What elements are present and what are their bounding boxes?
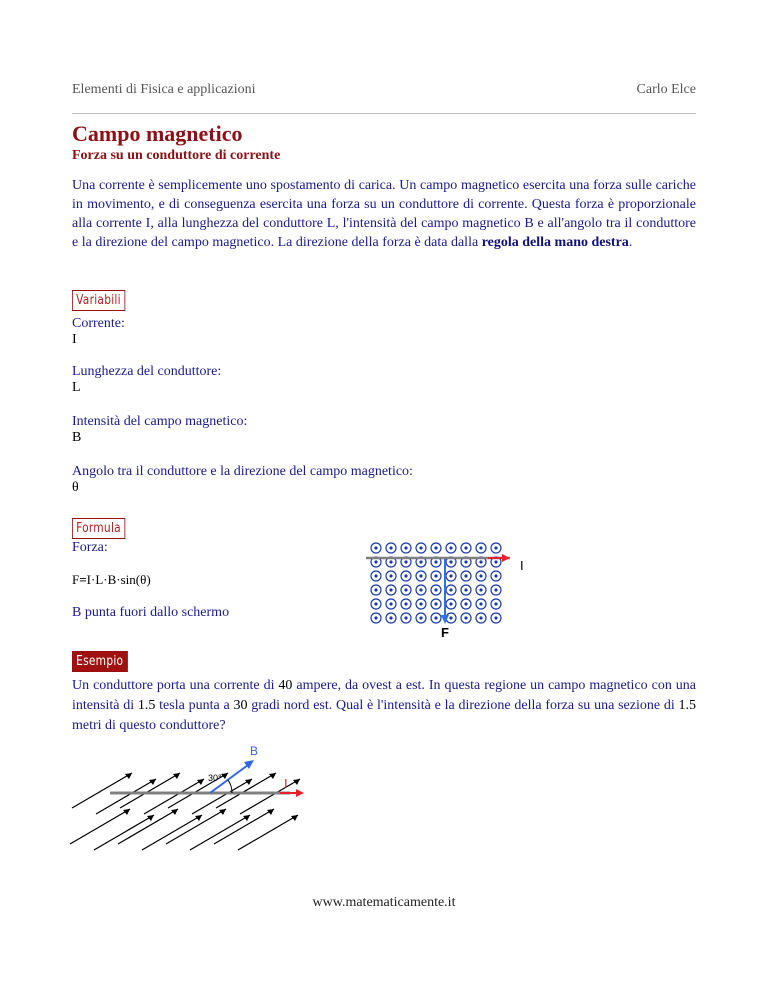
field-dot-icon [476,613,486,623]
field-out-of-screen-dots [371,543,501,623]
field-dot-icon [446,599,456,609]
field-dot-icon [401,543,411,553]
field-dot-icon [416,543,426,553]
page-subtitle: Forza su un conduttore di corrente [72,148,281,163]
force-label: F [441,625,449,640]
field-dot-icon [371,613,381,623]
field-dot-icon [461,543,471,553]
example-current-value: 40 [278,678,293,693]
field-dot-icon [386,543,396,553]
field-line [94,815,154,850]
section-tag-example: Esempio [72,651,127,672]
variable-label-angle: Angolo tra il conduttore e la direzione del campo magnetico: [72,464,413,479]
field-dot-icon [416,613,426,623]
field-dot-icon [371,599,381,609]
field-dot-icon [401,599,411,609]
force-formula [72,572,151,588]
field-dot-icon [491,571,501,581]
field-dot-icon [416,599,426,609]
field-direction-note: B punta fuori dallo schermo [72,605,230,620]
field-dot-icon [491,613,501,623]
field-dot-icon [461,585,471,595]
magnetic-field-lines [70,773,300,850]
field-dot-icon [431,599,441,609]
section-tag-formula: Formula [72,518,125,539]
formula-label: Forza: [72,540,108,555]
variable-symbol-length: L [72,380,81,395]
field-dot-icon [461,571,471,581]
field-dot-icon [416,571,426,581]
field-dot-icon [476,585,486,595]
formula-equals: = [79,572,87,587]
example-diagram [60,740,320,850]
field-dot-icon [386,613,396,623]
field-dot-icon [491,585,501,595]
field-dot-icon [386,571,396,581]
field-line [70,809,130,844]
formula-lhs: F [72,572,80,587]
example-current-arrowhead [296,789,304,797]
force-diagram [360,535,540,645]
b-label: B [250,744,259,758]
example-current-label: I [284,776,288,791]
field-dot-icon [476,571,486,581]
variable-label-field: Intensità del campo magnetico: [72,414,248,429]
field-dot-icon [446,571,456,581]
field-dot-icon [386,585,396,595]
intro-bold-rule: regola della mano destra [481,235,629,250]
field-dot-icon [416,585,426,595]
field-dot-icon [431,585,441,595]
variable-symbol-field: B [72,430,82,445]
field-dot-icon [401,585,411,595]
angle-label: 30° [208,773,222,783]
variable-symbol-angle: θ [72,480,79,495]
formula-rhs: I·L·B·sin [86,572,136,587]
formula-arg: (θ) [135,572,151,587]
current-label: I [520,558,524,573]
field-line [72,773,132,808]
field-dot-icon [446,585,456,595]
field-dot-icon [491,599,501,609]
field-dot-icon [371,571,381,581]
field-line [96,779,156,814]
example-paragraph [72,676,696,736]
field-dot-icon [431,543,441,553]
page-header [72,82,696,102]
page-title: Campo magnetico [72,121,243,146]
intro-end: . [628,235,633,250]
header-divider [72,113,696,114]
intro-paragraph [72,176,696,252]
example-angle-value: 30 [233,698,248,713]
example-text-3: tesla punta a [155,698,234,713]
field-dot-icon [446,543,456,553]
field-dot-icon [491,543,501,553]
field-dot-icon [371,585,381,595]
section-tag-variables: Variabili [72,290,125,311]
example-field-value: 1.5 [137,698,156,713]
variable-label-current: Corrente: [72,316,125,331]
variable-symbol-current: I [72,332,77,347]
field-dot-icon [461,613,471,623]
field-dot-icon [371,543,381,553]
header-subject: Elementi di Fisica e applicazioni [72,82,256,97]
example-length-value: 1.5 [678,698,696,713]
header-author: Carlo Elce [636,82,696,97]
intro-text: Una corrente è semplicemente uno spostamento di carica. Un campo magnetico esercita una forza sulle cariche in movimento, e di conseguenza esercita una forza su un conduttore di corrente. Questa forza è proporzionale alla corrente I, alla lunghezza del conduttore L, l'intensità del campo magnetico B e all'angolo tra il conduttore e la direzione del campo magnetico. La direzione della forza è data dalla [72,178,696,250]
field-dot-icon [401,613,411,623]
example-text-2: ampere, da ovest a est. In questa regione un campo magnetico con una intensità di [72,678,696,713]
field-dot-icon [476,543,486,553]
current-arrowhead [502,554,510,562]
field-dot-icon [461,599,471,609]
example-text-4: gradi nord est. Qual è l'intensità e la direzione della forza su una sezione di [247,698,679,713]
example-text-1: Un conduttore porta una corrente di [72,678,279,693]
example-text-5: metri di questo conduttore? [72,718,226,733]
variable-label-length: Lunghezza del conduttore: [72,364,222,379]
field-dot-icon [476,599,486,609]
field-dot-icon [401,571,411,581]
field-dot-icon [431,613,441,623]
field-dot-icon [386,599,396,609]
footer-url: www.matematicamente.it [312,895,456,910]
field-dot-icon [431,571,441,581]
